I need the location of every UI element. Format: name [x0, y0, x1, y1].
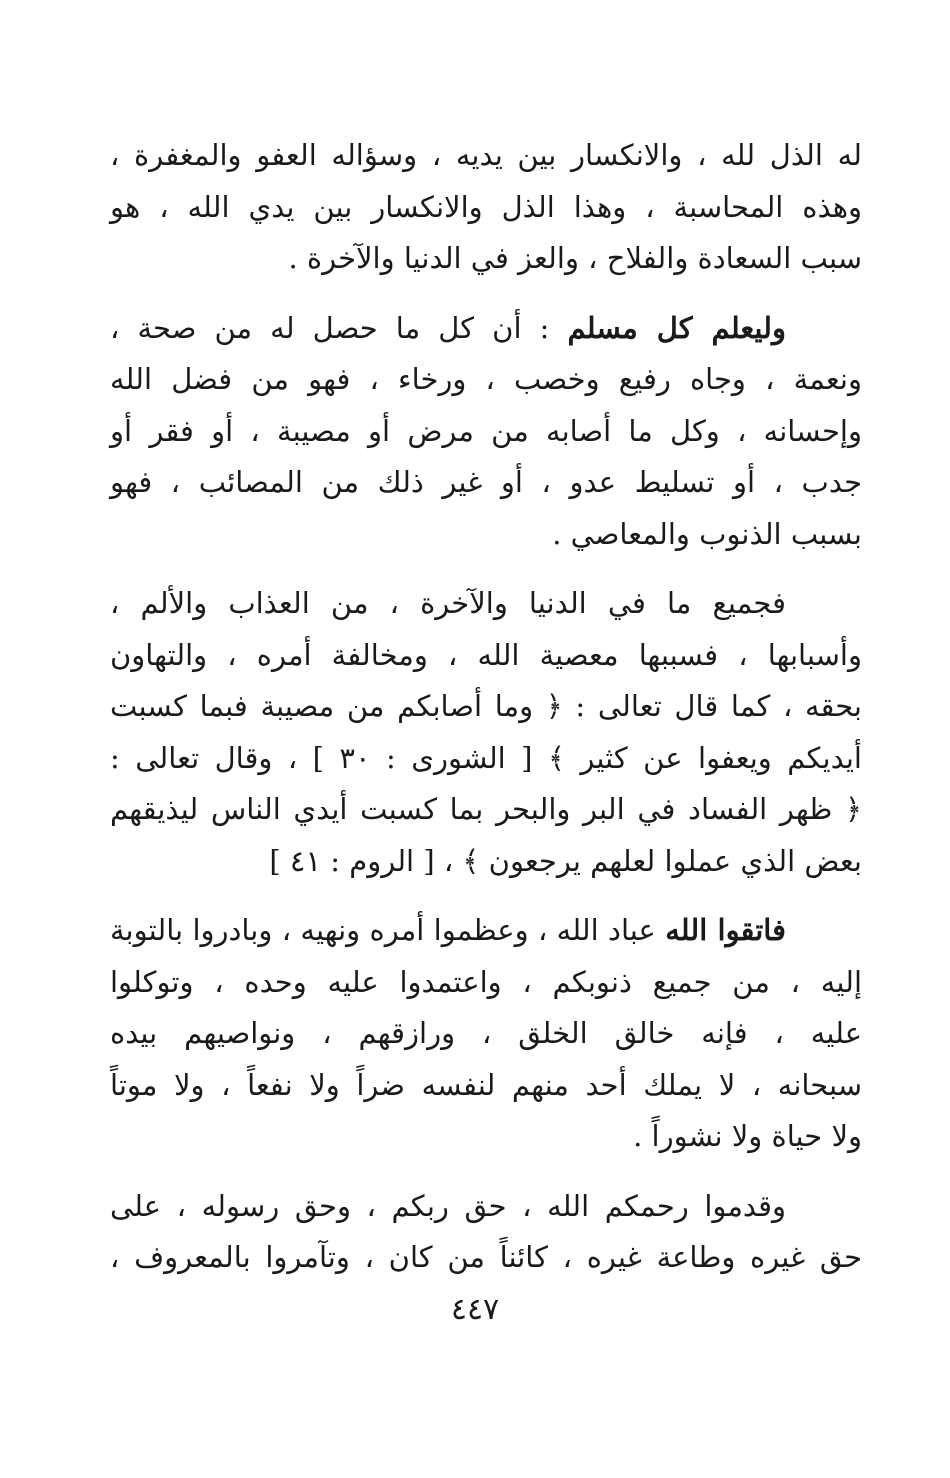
bold-lead-phrase: فاتقوا الله [665, 913, 786, 947]
paragraph-3 [110, 578, 862, 887]
text-line [110, 303, 862, 355]
paragraph-4 [110, 905, 862, 1163]
text-line: بحقه ، كما قال تعالى : ﴿ وما أصابكم من مصيبة فبما كسبت [110, 689, 862, 723]
bold-lead-phrase: وليعلم كل مسلم [567, 310, 787, 345]
text-line: ﴿ ظهر الفساد في البر والبحر بما كسبت أيدي الناس ليذيقهم [110, 792, 862, 826]
text-line [110, 1181, 862, 1233]
text-line: بعض الذي عملوا لعلهم يرجعون ﴾ ، [ الروم : ٤١ ] [269, 843, 862, 878]
text-line: سبحانه ، لا يملك أحد منهم لنفسه ضراً ولا نفعاً ، ولا موتاً [110, 1067, 862, 1102]
text-line: وإحسانه ، وكل ما أصابه من مرض أو مصيبة ، أو فقر أو [110, 413, 862, 448]
text-line: له الذل لله ، والانكسار بين يديه ، وسؤاله العفو والمغفرة ، [110, 138, 862, 172]
text-line: إليه ، من جميع ذنوبكم ، واعتمدوا عليه وحده ، وتوكلوا [110, 964, 862, 999]
paragraph-2 [110, 303, 862, 561]
text-line: بسبب الذنوب والمعاصي . [552, 516, 862, 551]
text-line: وهذه المحاسبة ، وهذا الذل والانكسار بين يدي الله ، هو [110, 189, 862, 224]
text-line: عليه ، فإنه خالق الخلق ، ورازقهم ، ونواصيهم بيده [110, 1016, 862, 1050]
text-line [110, 578, 862, 630]
text-line-rest: فجميع ما في الدنيا والآخرة ، من العذاب والألم ، [110, 586, 786, 620]
text-line: جدب ، أو تسليط عدو ، أو غير ذلك من المصائب ، فهو [110, 465, 862, 499]
page-number: ٤٤٧ [450, 1292, 500, 1327]
text-line-rest: عباد الله ، وعظموا أمره ونهيه ، وبادروا بالتوبة [110, 913, 666, 947]
text-line: سبب السعادة والفلاح ، والعز في الدنيا والآخرة . [288, 241, 862, 275]
paragraph-1 [110, 130, 862, 285]
text-line: أيديكم ويعفوا عن كثير ﴾ [ الشورى : ٣٠ ] ، وقال تعالى : [110, 740, 862, 775]
paragraph-5 [110, 1181, 862, 1284]
text-line-rest: : أن كل ما حصل له من صحة ، [110, 310, 568, 345]
book-page-text [110, 130, 862, 1302]
text-line [110, 905, 862, 957]
text-line: وأسبابها ، فسببها معصية الله ، ومخالفة أمره ، والتهاون [110, 637, 862, 672]
text-line: ولا حياة ولا نشوراً . [633, 1119, 862, 1153]
text-line: ونعمة ، وجاه رفيع وخصب ، ورخاء ، فهو من فضل الله [110, 362, 862, 396]
text-line: حق غيره وطاعة غيره ، كائناً من كان ، وتآمروا بالمعروف ، [110, 1240, 862, 1274]
text-line-rest: وقدموا رحمكم الله ، حق ربكم ، وحق رسوله ، على [110, 1188, 786, 1223]
